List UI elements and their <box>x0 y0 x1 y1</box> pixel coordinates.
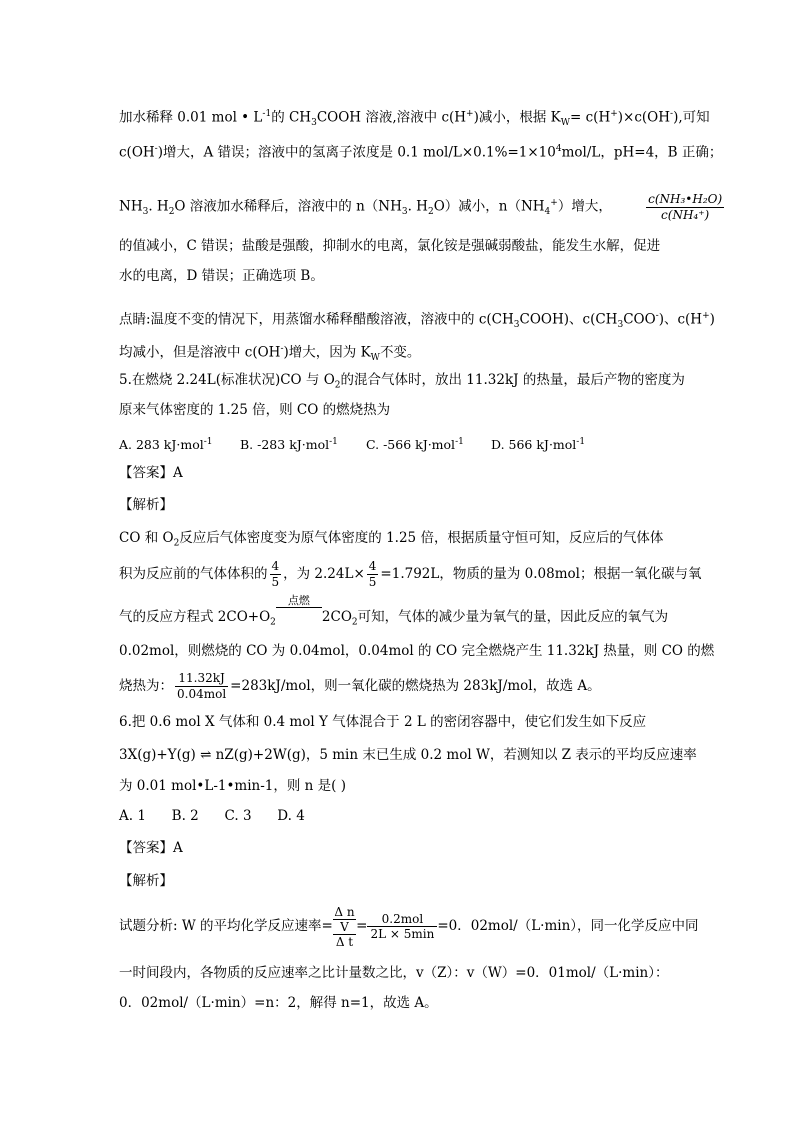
text: ，为 2.24L× <box>283 566 365 582</box>
superscript: -1 <box>329 437 338 447</box>
option-d <box>491 432 585 455</box>
delta-n: Δ n <box>334 904 355 919</box>
fraction-denominator: 2L × 5min <box>370 927 435 941</box>
superscript: -1 <box>576 437 586 447</box>
text: 可知，气体的减少量为氧气的量，因此反应的氧气为 <box>357 609 669 625</box>
analysis-line: 一时间段内，各物质的反应速率之比计量数之比，v（Z）：v（W）=0．01mol/（L·min）： <box>119 965 669 981</box>
text: A. 283 kJ·mol <box>119 437 204 453</box>
analysis-label: 【解析】 <box>119 873 173 889</box>
analysis-line <box>119 666 601 706</box>
text: 试题分析: W 的平均化学反应速率= <box>119 918 333 934</box>
text: 烧热为： <box>119 678 173 694</box>
text: CO 和 O <box>119 530 174 546</box>
reaction-arrow <box>276 594 322 627</box>
text: =1.792L，物质的量为 0.08mol；根据一氧化碳与氧 <box>380 566 702 582</box>
answer-label: 【答案】A <box>119 465 183 481</box>
question-line: 为 0.01 mol•L-1•min-1，则 n 是( ) <box>119 778 346 794</box>
fraction-denominator: 5 <box>368 575 377 589</box>
text: 加水稀释 0.01 mol • L <box>119 109 263 126</box>
options-line: A. 1 B. 2 C. 3 D. 4 <box>119 808 305 824</box>
text: 的混合气体时，放出 11.32kJ 的热量，最后产物的密度为 <box>340 372 685 388</box>
subscript: W <box>560 118 571 129</box>
reaction-condition: 点燃 <box>276 595 322 608</box>
superscript: -1 <box>203 437 213 447</box>
fraction-denominator: c(NH₄⁺) <box>661 207 710 222</box>
text-line <box>119 104 710 133</box>
subscript: 3 <box>513 320 520 331</box>
text: =0．02mol/（L·min），同一化学反应中同 <box>437 918 699 934</box>
text: 点睛:温度不变的情况下，用蒸馏水稀释醋酸溶液，溶液中的 c(CH <box>119 311 514 328</box>
text: 均减小，但是溶液中 c(OH <box>119 344 281 361</box>
value-fraction <box>367 912 437 941</box>
subscript: 2 <box>168 207 175 218</box>
subscript: 2 <box>427 207 434 218</box>
analysis-line: 0.02mol，则燃烧的 CO 为 0.04mol，0.04mol 的 CO 完全燃烧产生 11.32kJ 热量，则 CO 的燃 <box>119 643 715 659</box>
fraction-denominator: 5 <box>271 575 280 589</box>
subscript: 2 <box>334 380 341 391</box>
text: COO <box>623 311 656 328</box>
fraction-numerator: 11.32kJ <box>175 671 228 687</box>
subscript: 3 <box>311 118 317 129</box>
text: COOH 溶液,溶液中 c(H <box>316 109 467 126</box>
text: ）增大， <box>557 198 612 215</box>
text: 5.在燃烧 2.24L(标准状况)CO 与 O <box>119 372 335 388</box>
text: mol/L，pH=4，B 正确； <box>561 144 723 161</box>
fraction-numerator: 4 <box>271 559 280 573</box>
option-b <box>240 432 366 455</box>
fraction-numerator: 0.2mol <box>367 912 437 927</box>
superscript: - <box>154 144 158 154</box>
text: C. -566 kJ·mol <box>366 437 456 453</box>
option-c <box>366 432 491 455</box>
superscript: - <box>670 109 674 119</box>
answer-label: 【答案】A <box>119 840 183 856</box>
question-line <box>119 370 685 396</box>
rate-fraction <box>333 905 356 949</box>
fraction-numerator: c(NH₃•H₂O) <box>648 191 723 206</box>
text-line <box>119 178 726 237</box>
question-line: 6.把 0.6 mol X 气体和 0.4 mol Y 气体混合于 2 L 的密闭容器中，使它们发生如下反应 <box>119 714 647 730</box>
superscript: - <box>280 344 284 354</box>
text: 气的反应方程式 2CO+O <box>119 609 271 625</box>
text: )、c(H <box>658 311 703 328</box>
ratio-fraction <box>646 192 724 223</box>
analysis-line: 试题分析: W 的平均化学反应速率= Δ n V Δ t = $\frac{\text{0.2mol}}{2L \times 5\min}$ =0．02mol/（L·min），同一化学反应中同 <box>119 904 699 949</box>
superscript: + <box>702 311 710 321</box>
text: ),可知 <box>673 109 710 126</box>
text: B. -283 kJ·mol <box>240 437 330 453</box>
analysis-line <box>119 554 701 594</box>
text: COOH)、c(CH <box>519 311 618 328</box>
superscript: + <box>466 109 474 119</box>
analysis-line: 0．02mol/（L·min）=n：2，解得 n=1，故选 A。 <box>119 995 438 1011</box>
subscript: 3 <box>401 207 408 218</box>
volume: V <box>333 919 356 935</box>
fraction-numerator: 4 <box>368 559 377 573</box>
note-line <box>119 339 420 368</box>
subscript: W <box>370 353 380 364</box>
subscript: 3 <box>142 207 149 218</box>
text: O 溶液加水稀释后，溶液中的 n（NH <box>174 198 402 215</box>
text-line: 的值减小，C 错误；盐酸是强酸，抑制水的电离，氯化铵是强碱弱酸盐，能发生水解，促进 <box>119 238 661 254</box>
analysis-line <box>119 594 669 633</box>
superscript: + <box>550 198 558 208</box>
fraction-4-5 <box>367 559 379 590</box>
text: 2CO <box>321 609 352 625</box>
superscript: 4 <box>555 144 562 154</box>
text: O）减小，n（NH <box>433 198 545 215</box>
superscript: -1 <box>455 437 464 447</box>
text: = c(H <box>570 109 611 126</box>
text: c(OH <box>119 144 155 161</box>
text-line <box>119 139 722 163</box>
analysis-label: 【解析】 <box>119 497 173 513</box>
text-line: 水的电离，D 错误；正确选项 B。 <box>119 268 324 284</box>
subscript: 3 <box>617 320 624 331</box>
text: )增大，A 错误；溶液中的氢离子浓度是 0.1 mol/L×0.1%=1×10 <box>157 144 556 161</box>
superscript: + <box>610 109 618 119</box>
text: 的 CH <box>271 109 312 126</box>
subscript: 4 <box>544 207 551 218</box>
text: ) <box>709 311 715 328</box>
fraction-denominator: 0.04mol <box>177 687 227 701</box>
subscript: 2 <box>351 617 358 628</box>
text: 反应后气体密度变为原气体密度的 1.25 倍，根据质量守恒可知，反应后的气体体 <box>179 530 664 546</box>
note-line <box>119 306 715 335</box>
option-a <box>119 432 240 455</box>
text: )增大，因为 K <box>283 344 371 361</box>
question-line: 原来气体密度的 1.25 倍，则 CO 的燃烧热为 <box>119 402 391 418</box>
text: )×c(OH <box>617 109 671 126</box>
analysis-line <box>119 528 663 554</box>
superscript: -1 <box>262 109 272 119</box>
text: 积为反应前的气体体积的 <box>119 566 268 582</box>
text: D. 566 kJ·mol <box>491 437 577 453</box>
text: )减小，根据 K <box>473 109 561 126</box>
text: NH <box>119 198 143 215</box>
text: . H <box>407 198 428 215</box>
fraction-4-5 <box>270 559 282 590</box>
options-line <box>119 432 585 455</box>
question-line: 3X(g)+Y(g) ⇌ nZ(g)+2W(g)，5 min 末已生成 0.2 mol W，若测知以 Z 表示的平均反应速率 <box>119 747 697 763</box>
delta-t: Δ t <box>335 934 354 949</box>
text: =283kJ/mol，则一氧化碳的燃烧热为 283kJ/mol，故选 A。 <box>230 678 601 694</box>
text: 不变。 <box>379 344 421 361</box>
superscript: - <box>655 311 659 321</box>
heat-fraction <box>175 671 228 702</box>
subscript: 2 <box>270 617 276 628</box>
text: . H <box>148 198 169 215</box>
subscript: 2 <box>173 538 180 549</box>
